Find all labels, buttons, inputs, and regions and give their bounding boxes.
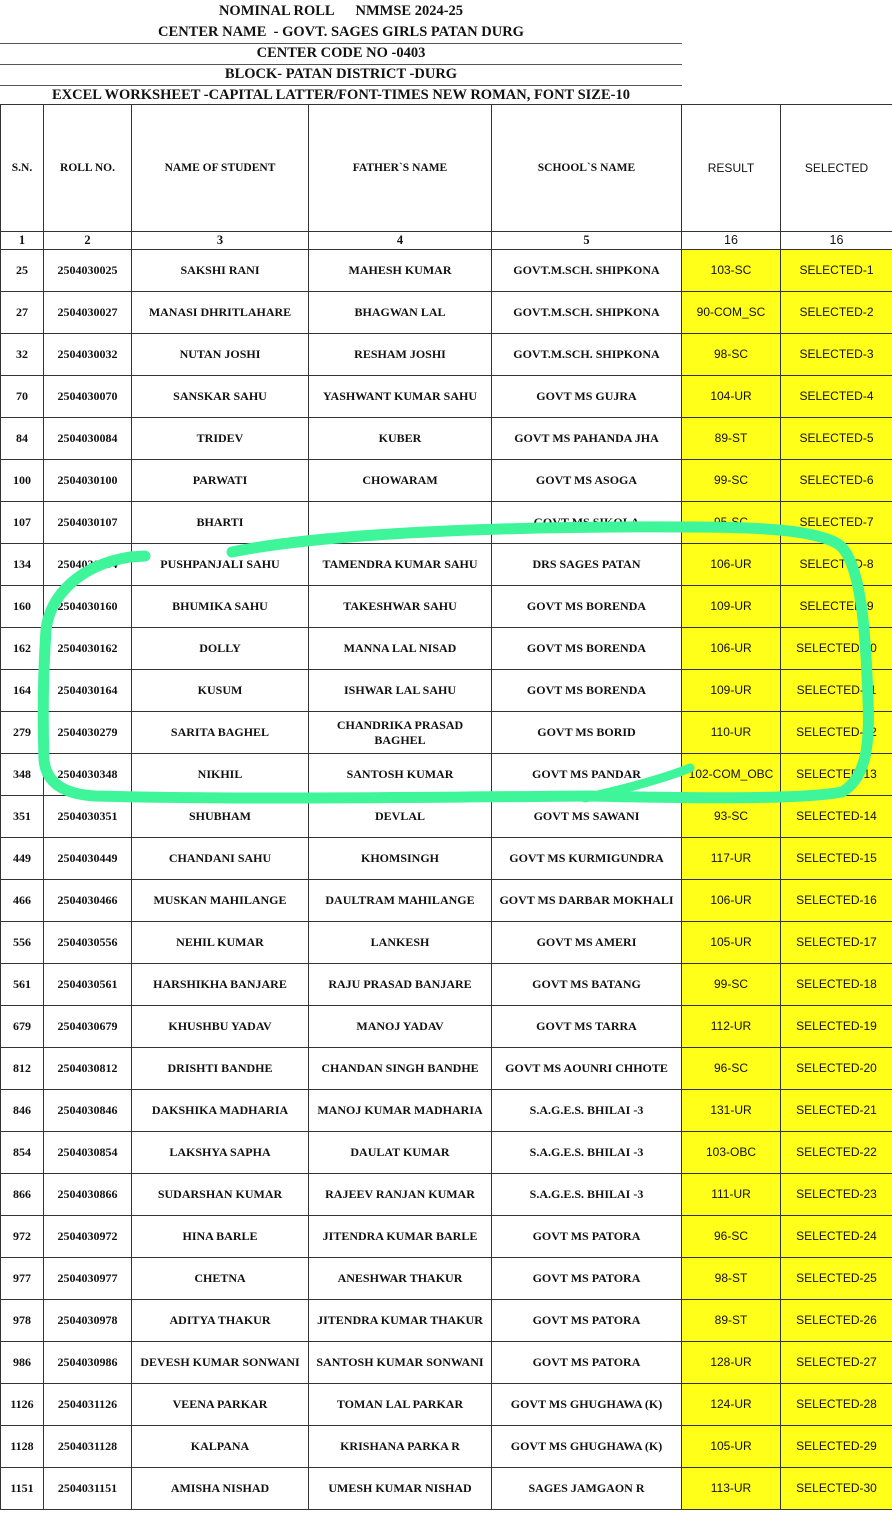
- result-cell: 131-UR: [682, 1090, 781, 1132]
- student-name-cell: DAKSHIKA MADHARIA: [132, 1090, 309, 1132]
- result-cell: 103-OBC: [682, 1132, 781, 1174]
- selected-cell: SELECTED-1: [781, 250, 892, 292]
- table-row: [1, 460, 892, 502]
- selected-cell: SELECTED-19: [781, 1006, 892, 1048]
- result-cell: 106-UR: [682, 880, 781, 922]
- roll-no-cell: 2504030556: [44, 922, 132, 964]
- student-name-cell: MUSKAN MAHILANGE: [132, 880, 309, 922]
- table-row: [1, 796, 892, 838]
- selected-cell: SELECTED-3: [781, 334, 892, 376]
- selected-cell: SELECTED-24: [781, 1216, 892, 1258]
- sn-cell: 27: [1, 292, 44, 334]
- sn-cell: 846: [1, 1090, 44, 1132]
- result-cell: 89-ST: [682, 1300, 781, 1342]
- roll-no-cell: 2504030348: [44, 754, 132, 796]
- student-name-cell: NIKHIL: [132, 754, 309, 796]
- table-row: [1, 1342, 892, 1384]
- col-number: 16: [781, 232, 892, 250]
- table-row: [1, 292, 892, 334]
- roll-no-cell: 2504030084: [44, 418, 132, 460]
- table-row: [1, 838, 892, 880]
- selected-cell: SELECTED-9: [781, 586, 892, 628]
- col-header-student-name: NAME OF STUDENT: [132, 105, 309, 232]
- school-name-cell: S.A.G.E.S. BHILAI -3: [492, 1090, 682, 1132]
- table-row: [1, 922, 892, 964]
- roll-no-cell: 2504030466: [44, 880, 132, 922]
- school-name-cell: GOVT MS BORENDA: [492, 586, 682, 628]
- school-name-cell: S.A.G.E.S. BHILAI -3: [492, 1174, 682, 1216]
- father-name-cell: KUBER: [309, 418, 492, 460]
- table-row: [1, 544, 892, 586]
- table-row: [1, 376, 892, 418]
- father-name-cell: CHANDRIKA PRASAD BAGHEL: [309, 712, 492, 754]
- father-name-cell: KHOMSINGH: [309, 838, 492, 880]
- student-name-cell: CHETNA: [132, 1258, 309, 1300]
- school-name-cell: GOVT MS SAWANI: [492, 796, 682, 838]
- sn-cell: 977: [1, 1258, 44, 1300]
- school-name-cell: GOVT MS BATANG: [492, 964, 682, 1006]
- sn-cell: 812: [1, 1048, 44, 1090]
- result-cell: 96-SC: [682, 1048, 781, 1090]
- student-name-cell: DOLLY: [132, 628, 309, 670]
- result-cell: 98-ST: [682, 1258, 781, 1300]
- sn-cell: 1126: [1, 1384, 44, 1426]
- school-name-cell: GOVT MS GHUGHAWA (K): [492, 1384, 682, 1426]
- father-name-cell: SANTOSH KUMAR SONWANI: [309, 1342, 492, 1384]
- student-name-cell: AMISHA NISHAD: [132, 1468, 309, 1510]
- col-header-selected: SELECTED: [781, 105, 892, 232]
- student-name-cell: SAKSHI RANI: [132, 250, 309, 292]
- father-name-cell: TAMENDRA KUMAR SAHU: [309, 544, 492, 586]
- roll-no-cell: 2504030162: [44, 628, 132, 670]
- father-name-cell: MANNA LAL NISAD: [309, 628, 492, 670]
- selected-cell: SELECTED-15: [781, 838, 892, 880]
- col-number: 3: [132, 232, 309, 250]
- father-name-cell: CHANDAN SINGH BANDHE: [309, 1048, 492, 1090]
- school-name-cell: GOVT.M.SCH. SHIPKONA: [492, 334, 682, 376]
- selected-cell: SELECTED-14: [781, 796, 892, 838]
- table-row: [1, 502, 892, 544]
- selected-cell: SELECTED-12: [781, 712, 892, 754]
- school-name-cell: GOVT MS AOUNRI CHHOTE: [492, 1048, 682, 1090]
- title-line: NOMINAL ROLL NMMSE 2024-25: [218, 2, 464, 19]
- student-name-cell: DEVESH KUMAR SONWANI: [132, 1342, 309, 1384]
- student-name-cell: SHUBHAM: [132, 796, 309, 838]
- school-name-cell: S.A.G.E.S. BHILAI -3: [492, 1132, 682, 1174]
- result-cell: 96-SC: [682, 1216, 781, 1258]
- school-name-cell: GOVT MS BORID: [492, 712, 682, 754]
- student-name-cell: SUDARSHAN KUMAR: [132, 1174, 309, 1216]
- student-name-cell: BHARTI: [132, 502, 309, 544]
- sn-cell: 854: [1, 1132, 44, 1174]
- result-cell: 103-SC: [682, 250, 781, 292]
- roll-no-cell: 2504030561: [44, 964, 132, 1006]
- roll-no-cell: 2504030972: [44, 1216, 132, 1258]
- selected-cell: SELECTED-27: [781, 1342, 892, 1384]
- student-name-cell: PUSHPANJALI SAHU: [132, 544, 309, 586]
- column-number-row: [1, 232, 892, 250]
- result-cell: 113-UR: [682, 1468, 781, 1510]
- roll-no-cell: 2504030351: [44, 796, 132, 838]
- student-name-cell: KHUSHBU YADAV: [132, 1006, 309, 1048]
- student-name-cell: PARWATI: [132, 460, 309, 502]
- table-row: [1, 1174, 892, 1216]
- student-name-cell: ADITYA THAKUR: [132, 1300, 309, 1342]
- father-name-cell: MAHESH KUMAR: [309, 250, 492, 292]
- sn-cell: 449: [1, 838, 44, 880]
- father-name-cell: TAKESHWAR SAHU: [309, 586, 492, 628]
- roll-no-cell: 2504030032: [44, 334, 132, 376]
- school-name-cell: GOVT.M.SCH. SHIPKONA: [492, 292, 682, 334]
- table-row: [1, 1300, 892, 1342]
- father-name-cell: DAULAT KUMAR: [309, 1132, 492, 1174]
- col-header-result: RESULT: [682, 105, 781, 232]
- sn-cell: 162: [1, 628, 44, 670]
- selected-cell: SELECTED-6: [781, 460, 892, 502]
- sn-cell: 348: [1, 754, 44, 796]
- table-row: [1, 754, 892, 796]
- result-cell: 124-UR: [682, 1384, 781, 1426]
- roll-no-cell: 2504030978: [44, 1300, 132, 1342]
- student-name-cell: SARITA BAGHEL: [132, 712, 309, 754]
- result-cell: 109-UR: [682, 670, 781, 712]
- student-name-cell: NEHIL KUMAR: [132, 922, 309, 964]
- table-row: [1, 1048, 892, 1090]
- school-name-cell: DRS SAGES PATAN: [492, 544, 682, 586]
- father-name-cell: [309, 502, 492, 544]
- student-name-cell: BHUMIKA SAHU: [132, 586, 309, 628]
- father-name-cell: MANOJ KUMAR MADHARIA: [309, 1090, 492, 1132]
- sn-cell: 100: [1, 460, 44, 502]
- roll-no-cell: 2504030679: [44, 1006, 132, 1048]
- result-cell: 102-COM_OBC: [682, 754, 781, 796]
- result-cell: 112-UR: [682, 1006, 781, 1048]
- sn-cell: 1151: [1, 1468, 44, 1510]
- student-name-cell: VEENA PARKAR: [132, 1384, 309, 1426]
- table-row: [1, 1090, 892, 1132]
- roll-no-cell: 2504030100: [44, 460, 132, 502]
- father-name-cell: DAULTRAM MAHILANGE: [309, 880, 492, 922]
- school-name-cell: GOVT MS PATORA: [492, 1342, 682, 1384]
- table-row: [1, 880, 892, 922]
- center-code-line: CENTER CODE NO -0403: [0, 42, 682, 65]
- table-row: [1, 1258, 892, 1300]
- col-header-father-name: FATHER`S NAME: [309, 105, 492, 232]
- sn-cell: 561: [1, 964, 44, 1006]
- sn-cell: 84: [1, 418, 44, 460]
- table-row: [1, 1132, 892, 1174]
- sn-cell: 1128: [1, 1426, 44, 1468]
- school-name-cell: GOVT MS BORENDA: [492, 670, 682, 712]
- result-cell: 99-SC: [682, 964, 781, 1006]
- father-name-cell: DEVLAL: [309, 796, 492, 838]
- roll-no-cell: 2504030977: [44, 1258, 132, 1300]
- school-name-cell: GOVT MS GHUGHAWA (K): [492, 1426, 682, 1468]
- block-district-line: BLOCK- PATAN DISTRICT -DURG: [0, 63, 682, 86]
- sn-cell: 351: [1, 796, 44, 838]
- result-cell: 110-UR: [682, 712, 781, 754]
- roll-no-cell: 2504030279: [44, 712, 132, 754]
- sn-cell: 279: [1, 712, 44, 754]
- selected-cell: SELECTED-11: [781, 670, 892, 712]
- result-cell: 93-SC: [682, 796, 781, 838]
- roll-no-cell: 2504030986: [44, 1342, 132, 1384]
- table-row: [1, 1468, 892, 1510]
- table-row: [1, 250, 892, 292]
- father-name-cell: JITENDRA KUMAR BARLE: [309, 1216, 492, 1258]
- result-cell: 98-SC: [682, 334, 781, 376]
- table-row: [1, 1384, 892, 1426]
- result-cell: 111-UR: [682, 1174, 781, 1216]
- sn-cell: 164: [1, 670, 44, 712]
- table-row: [1, 670, 892, 712]
- sn-cell: 866: [1, 1174, 44, 1216]
- school-name-cell: GOVT MS TARRA: [492, 1006, 682, 1048]
- school-name-cell: GOVT MS PATORA: [492, 1258, 682, 1300]
- col-number: 16: [682, 232, 781, 250]
- school-name-cell: GOVT MS PATORA: [492, 1300, 682, 1342]
- student-name-cell: HARSHIKHA BANJARE: [132, 964, 309, 1006]
- selected-cell: SELECTED-21: [781, 1090, 892, 1132]
- school-name-cell: GOVT MS BORENDA: [492, 628, 682, 670]
- roll-no-cell: 2504030812: [44, 1048, 132, 1090]
- school-name-cell: GOVT.M.SCH. SHIPKONA: [492, 250, 682, 292]
- roll-no-cell: 2504030160: [44, 586, 132, 628]
- sn-cell: 70: [1, 376, 44, 418]
- result-cell: 99-SC: [682, 460, 781, 502]
- roll-no-cell: 2504030107: [44, 502, 132, 544]
- father-name-cell: RESHAM JOSHI: [309, 334, 492, 376]
- selected-cell: SELECTED-10: [781, 628, 892, 670]
- col-number: 4: [309, 232, 492, 250]
- student-name-cell: SANSKAR SAHU: [132, 376, 309, 418]
- roll-no-cell: 2504030854: [44, 1132, 132, 1174]
- father-name-cell: BHAGWAN LAL: [309, 292, 492, 334]
- result-cell: 106-UR: [682, 628, 781, 670]
- father-name-cell: ANESHWAR THAKUR: [309, 1258, 492, 1300]
- student-name-cell: TRIDEV: [132, 418, 309, 460]
- result-cell: 90-COM_SC: [682, 292, 781, 334]
- result-cell: 106-UR: [682, 544, 781, 586]
- sn-cell: 107: [1, 502, 44, 544]
- roll-no-cell: 2504030134: [44, 544, 132, 586]
- roll-no-cell: 2504031128: [44, 1426, 132, 1468]
- roll-no-cell: 2504030025: [44, 250, 132, 292]
- roll-no-cell: 2504030027: [44, 292, 132, 334]
- table-row: [1, 1006, 892, 1048]
- sn-cell: 978: [1, 1300, 44, 1342]
- father-name-cell: KRISHANA PARKA R: [309, 1426, 492, 1468]
- student-name-cell: CHANDANI SAHU: [132, 838, 309, 880]
- col-number: 5: [492, 232, 682, 250]
- father-name-cell: LANKESH: [309, 922, 492, 964]
- result-cell: 117-UR: [682, 838, 781, 880]
- selected-cell: SELECTED-29: [781, 1426, 892, 1468]
- selected-cell: SELECTED-28: [781, 1384, 892, 1426]
- result-cell: 105-UR: [682, 1426, 781, 1468]
- school-name-cell: GOVT MS AMERI: [492, 922, 682, 964]
- school-name-cell: GOVT MS GUJRA: [492, 376, 682, 418]
- sn-cell: 25: [1, 250, 44, 292]
- roll-no-cell: 2504030449: [44, 838, 132, 880]
- school-name-cell: GOVT MS PANDAR: [492, 754, 682, 796]
- table-row: [1, 712, 892, 754]
- table-row: [1, 1216, 892, 1258]
- sn-cell: 160: [1, 586, 44, 628]
- sn-cell: 986: [1, 1342, 44, 1384]
- roll-no-cell: 2504030070: [44, 376, 132, 418]
- col-header-roll-no: ROLL NO.: [44, 105, 132, 232]
- school-name-cell: GOVT MS DARBAR MOKHALI: [492, 880, 682, 922]
- table-row: [1, 586, 892, 628]
- column-header-row: [1, 105, 892, 232]
- nominal-roll-table: [0, 104, 892, 1510]
- table-row: [1, 628, 892, 670]
- student-name-cell: LAKSHYA SAPHA: [132, 1132, 309, 1174]
- sn-cell: 972: [1, 1216, 44, 1258]
- father-name-cell: JITENDRA KUMAR THAKUR: [309, 1300, 492, 1342]
- student-name-cell: HINA BARLE: [132, 1216, 309, 1258]
- selected-cell: SELECTED-17: [781, 922, 892, 964]
- result-cell: 109-UR: [682, 586, 781, 628]
- father-name-cell: RAJU PRASAD BANJARE: [309, 964, 492, 1006]
- col-header-school-name: SCHOOL`S NAME: [492, 105, 682, 232]
- roll-no-cell: 2504031126: [44, 1384, 132, 1426]
- table-row: [1, 334, 892, 376]
- sn-cell: 134: [1, 544, 44, 586]
- center-name-line: CENTER NAME - GOVT. SAGES GIRLS PATAN DURG: [0, 21, 682, 44]
- father-name-cell: SANTOSH KUMAR: [309, 754, 492, 796]
- father-name-cell: YASHWANT KUMAR SAHU: [309, 376, 492, 418]
- worksheet-note-line: EXCEL WORKSHEET -CAPITAL LATTER/FONT-TIMES NEW ROMAN, FONT SIZE-10: [52, 86, 630, 103]
- student-name-cell: DRISHTI BANDHE: [132, 1048, 309, 1090]
- selected-cell: SELECTED-20: [781, 1048, 892, 1090]
- table-row: [1, 418, 892, 460]
- selected-cell: SELECTED-8: [781, 544, 892, 586]
- selected-cell: SELECTED-13: [781, 754, 892, 796]
- col-header-sn: S.N.: [1, 105, 44, 232]
- school-name-cell: GOVT MS SIKOLA: [492, 502, 682, 544]
- selected-cell: SELECTED-2: [781, 292, 892, 334]
- roll-no-cell: 2504030164: [44, 670, 132, 712]
- selected-cell: SELECTED-30: [781, 1468, 892, 1510]
- roll-no-cell: 2504031151: [44, 1468, 132, 1510]
- sn-cell: 679: [1, 1006, 44, 1048]
- col-number: 2: [44, 232, 132, 250]
- roll-no-cell: 2504030866: [44, 1174, 132, 1216]
- sn-cell: 32: [1, 334, 44, 376]
- selected-cell: SELECTED-23: [781, 1174, 892, 1216]
- student-name-cell: MANASI DHRITLAHARE: [132, 292, 309, 334]
- school-name-cell: GOVT MS PAHANDA JHA: [492, 418, 682, 460]
- father-name-cell: TOMAN LAL PARKAR: [309, 1384, 492, 1426]
- result-cell: 104-UR: [682, 376, 781, 418]
- school-name-cell: GOVT MS KURMIGUNDRA: [492, 838, 682, 880]
- selected-cell: SELECTED-5: [781, 418, 892, 460]
- sn-cell: 466: [1, 880, 44, 922]
- col-number: 1: [1, 232, 44, 250]
- father-name-cell: CHOWARAM: [309, 460, 492, 502]
- result-cell: 105-UR: [682, 922, 781, 964]
- result-cell: 89-ST: [682, 418, 781, 460]
- table-row: [1, 964, 892, 1006]
- school-name-cell: SAGES JAMGAON R: [492, 1468, 682, 1510]
- father-name-cell: ISHWAR LAL SAHU: [309, 670, 492, 712]
- selected-cell: SELECTED-25: [781, 1258, 892, 1300]
- father-name-cell: MANOJ YADAV: [309, 1006, 492, 1048]
- school-name-cell: GOVT MS PATORA: [492, 1216, 682, 1258]
- father-name-cell: UMESH KUMAR NISHAD: [309, 1468, 492, 1510]
- selected-cell: SELECTED-16: [781, 880, 892, 922]
- student-name-cell: NUTAN JOSHI: [132, 334, 309, 376]
- selected-cell: SELECTED-7: [781, 502, 892, 544]
- result-cell: 128-UR: [682, 1342, 781, 1384]
- selected-cell: SELECTED-22: [781, 1132, 892, 1174]
- roll-no-cell: 2504030846: [44, 1090, 132, 1132]
- sn-cell: 556: [1, 922, 44, 964]
- student-name-cell: KALPANA: [132, 1426, 309, 1468]
- father-name-cell: RAJEEV RANJAN KUMAR: [309, 1174, 492, 1216]
- student-name-cell: KUSUM: [132, 670, 309, 712]
- result-cell: 95-SC: [682, 502, 781, 544]
- school-name-cell: GOVT MS ASOGA: [492, 460, 682, 502]
- selected-cell: SELECTED-4: [781, 376, 892, 418]
- selected-cell: SELECTED-26: [781, 1300, 892, 1342]
- selected-cell: SELECTED-18: [781, 964, 892, 1006]
- table-row: [1, 1426, 892, 1468]
